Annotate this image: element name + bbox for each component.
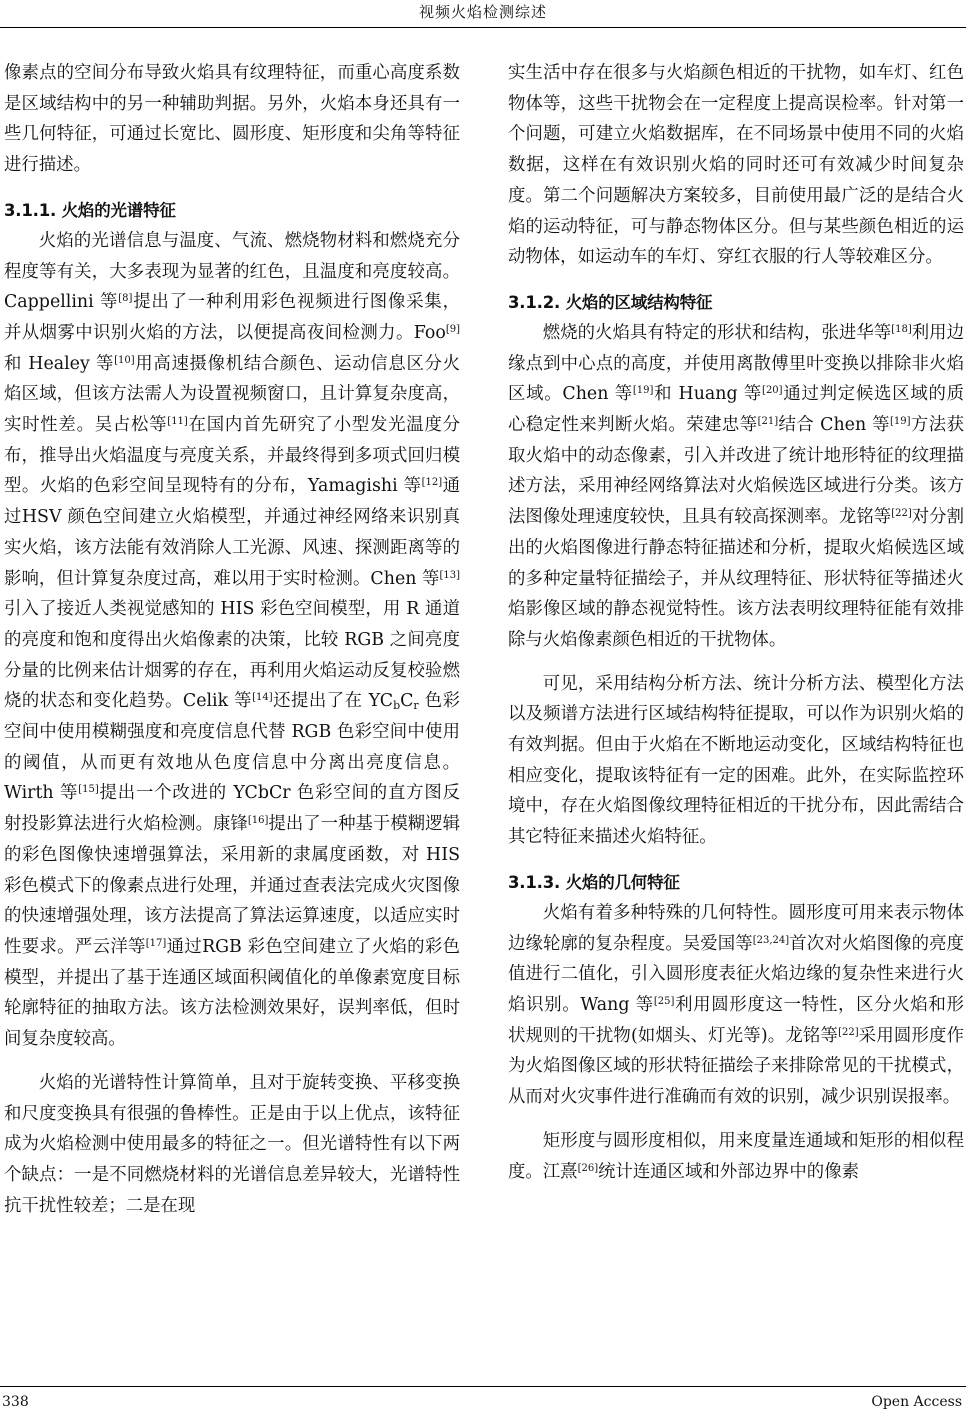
citation-ref[interactable]: [22]: [891, 508, 912, 520]
header-rule: [0, 27, 966, 28]
citation-ref[interactable]: [17]: [145, 937, 167, 949]
section-heading-3-1-2: 3.1.2. 火焰的区域结构特征: [508, 292, 713, 312]
paragraph: 矩形度与圆形度相似，用来度量连通域和矩形的相似程度。江熹[26]统计连通区域和外部边界中的像素: [508, 1130, 964, 1182]
running-title: 视频火焰检测综述: [418, 3, 547, 21]
section-heading-3-1-1: 3.1.1. 火焰的光谱特征: [4, 200, 176, 220]
page-number: 338: [2, 1394, 29, 1410]
paragraph: 火焰有着多种特殊的几何特性。圆形度可用来表示物体边缘轮廓的复杂程度。吴爱国等[23,24]首次对火焰图像的亮度值进行二值化，引入圆形度表征火焰边缘的复杂性来进行火焰识别。Wang 等[25]利用圆形度这一特性，区分火焰和形状规则的干扰物(如烟头、灯光等)。龙铭等[22]采用圆形度作为火焰图像区域的形状特征描绘子来排除常见的干扰模式，从而对火灾事件进行准确而有效的识别，减少识别误报率。: [508, 902, 964, 1108]
section-heading-3-1-3: 3.1.3. 火焰的几何特征: [508, 872, 680, 892]
citation-ref[interactable]: [21]: [757, 416, 779, 428]
paragraph: 可见，采用结构分析方法、统计分析方法、模型化方法以及频谱方法进行区域结构特征提取，可以作为识别火焰的有效判据。但由于火焰在不断地运动变化，区域结构特征也相应变化，提取该特征有一定的困难。此外，在实际监控环境中，存在火焰图像纹理特征相近的干扰分布，因此需结合其它特征来描述火焰特征。: [508, 673, 964, 848]
citation-ref[interactable]: [20]: [762, 385, 783, 397]
citation-ref[interactable]: [10]: [114, 354, 135, 366]
citation-ref[interactable]: [23,24]: [752, 934, 790, 946]
paragraph: 实生活中存在很多与火焰颜色相近的干扰物，如车灯、红色物体等，这些干扰物会在一定程度上提高误检率。针对第一个问题，可建立火焰数据库，在不同场景中使用不同的火焰数据，这样在有效识别火焰的同时还可有效减少时间复杂度。第二个问题解决方案较多，目前使用最广泛的是结合火焰的运动特征，可与静态物体区分。但与某些颜色相近的运动物体，如运动车的车灯、穿红衣服的行人等较难区分。: [508, 63, 964, 268]
citation-ref[interactable]: [22]: [838, 1026, 859, 1038]
citation-ref[interactable]: [9]: [445, 323, 460, 335]
journal-name: Open Access: [871, 1394, 962, 1410]
paragraph: 火焰的光谱特性计算简单，且对于旋转变换、平移变换和尺度变换具有很强的鲁棒性。正是由于以上优点，该特征成为火焰检测中使用最多的特征之一。但光谱特性有以下两个缺点：一是不同燃烧材料的光谱信息差异较大，光谱特性抗干扰性较差；二是在现: [4, 1072, 460, 1216]
citation-ref[interactable]: [11]: [167, 416, 188, 428]
citation-ref[interactable]: [16]: [247, 815, 269, 827]
citation-ref[interactable]: [8]: [118, 293, 133, 305]
citation-ref[interactable]: [26]: [577, 1162, 599, 1174]
left-column: [4, 58, 460, 1221]
footer-rule: [0, 1386, 966, 1387]
citation-ref[interactable]: [14]: [252, 692, 273, 704]
citation-ref[interactable]: [19]: [632, 385, 654, 397]
citation-ref[interactable]: [12]: [421, 477, 443, 489]
citation-ref[interactable]: [18]: [891, 323, 912, 335]
citation-ref[interactable]: [25]: [653, 995, 675, 1007]
citation-ref[interactable]: [13]: [439, 569, 460, 581]
citation-ref[interactable]: [19]: [889, 416, 911, 428]
citation-ref[interactable]: [15]: [78, 784, 99, 796]
paragraph: 燃烧的火焰具有特定的形状和结构，张进华等[18]利用边缘点到中心点的高度，并使用离散傅里叶变换以排除非火焰区域。Chen 等[19]和 Huang 等[20]通过判定候选区域的质心稳定性来判断火焰。荣建忠等[21]结合 Chen 等[19]方法获取火焰中的动态像素，引入并改进了统计地形特征的纹理描述方法，采用神经网络算法对火焰候选区域进行分类。该方法图像处理速度较快，且具有较高探测率。龙铭等[22]对分割出的火焰图像进行静态特征描述和分析，提取火焰候选区域的多种定量特征描绘子，并从纹理特征、形状特征等描述火焰影像区域的静态视觉特性。该方法表明纹理特征能有效排除与火焰像素颜色相近的干扰物体。: [508, 322, 964, 650]
paragraph: 火焰的光谱信息与温度、气流、燃烧物材料和燃烧充分程度等有关，大多表现为显著的红色，且温度和亮度较高。Cappellini 等[8]提出了一种利用彩色视频进行图像采集，并从烟雾中识别火焰的方法，以便提高夜间检测力。Foo[9]和 Healey 等[10]用高速摄像机结合颜色、运动信息区分火焰区域，但该方法需人为设置视频窗口，且计算复杂度高，实时性差。吴占松等[11]在国内首先研究了小型发光温度分布，推导出火焰温度与亮度关系，并最终得到多项式回归模型。火焰的色彩空间呈现特有的分布，Yamagishi 等[12]通过HSV 颜色空间建立火焰模型，并通过神经网络来识别真实火焰，该方法能有效消除人工光源、风速、探测距离等的影响，但计算复杂度过高，难以用于实时检测。Chen 等[13]引入了接近人类视觉感知的 HIS 彩色空间模型，用 R 通道的亮度和饱和度得出火焰像素的决策，比较 RGB 之间亮度分量的比例来估计烟雾的存在，再利用火焰运动反复校验燃烧的状态和变化趋势。Celik 等[14]还提出了在 $YC_bC_r$ 色彩空间中使用模糊强度和亮度信息代替 RGB 色彩空间中使用的阈值，从而更有效地从色度信息中分离出亮度信息。Wirth 等[15]提出一个改进的 YCbCr 色彩空间的直方图反射投影算法进行火焰检测。康锋[16]提出了一种基于模糊逻辑的彩色图像快速增强算法，采用新的隶属度函数，对 HIS 彩色模式下的像素点进行处理，并通过查表法完成火灾图像的快速增强处理，该方法提高了算法运算速度，以适应实时性要求。严云洋等[17]通过RGB 彩色空间建立了火焰的彩色模型，并提出了基于连通区域面积阈值化的单像素宽度目标轮廓特征的抽取方法。该方法检测效果好，误判率低，但时间复杂度较高。: [4, 230, 460, 1050]
paragraph: 像素点的空间分布导致火焰具有纹理特征，而重心高度系数是区域结构中的另一种辅助判据。另外，火焰本身还具有一些几何特征，可通过长宽比、圆形度、矩形度和尖角等特征进行描述。: [4, 63, 460, 176]
right-column: [508, 58, 964, 1187]
